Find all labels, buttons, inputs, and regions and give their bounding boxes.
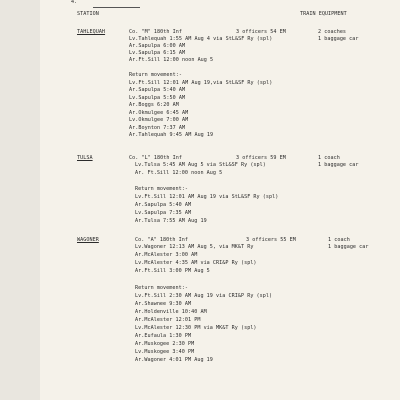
outbound-tulsa-1: Ar. Ft.Sill 12:00 noon Aug 5: [135, 170, 223, 176]
equipment-tulsa-1: 1 coach: [318, 155, 340, 161]
return-wagoner-3: Ar.McAlester 12:01 PM: [135, 317, 201, 323]
station-name-tulsa: TULSA: [77, 155, 93, 161]
header-rule: [93, 7, 140, 8]
return-wagoner-8: Ar.Wagoner 4:01 PM Aug 19: [135, 357, 213, 363]
return-wagoner-0: Lv.Ft.Sill 2:30 AM Aug 19 via CRI&P Ry (spl): [135, 293, 273, 299]
outbound-wagoner-2: Lv.McAlester 4:35 AM via CRI&P Ry (spl): [135, 260, 257, 266]
document-page: [40, 0, 400, 400]
outbound-tahlequah-2: Lv.Sapulpa 6:15 AM: [129, 50, 186, 56]
page-marker: 4.: [71, 0, 78, 5]
equipment-column-header: TRAIN EQUIPMENT: [300, 11, 347, 17]
return-tulsa-0: Lv.Ft.Sill 12:01 AM Aug 19 via StL&SF Ry (spl): [135, 194, 279, 200]
return-tahlequah-4: Ar.Okmulgee 6:45 AM: [129, 110, 189, 116]
return-wagoner-4: Lv.McAlester 12:30 PM via MK&T Ry (spl): [135, 325, 257, 331]
equipment-tahlequah-1: 2 coaches: [318, 29, 347, 35]
personnel-tulsa: 3 officers 59 EM: [236, 155, 286, 161]
return-tahlequah-2: Lv.Sapulpa 5:50 AM: [129, 95, 186, 101]
return-tulsa-3: Ar.Tulsa 7:55 AM Aug 19: [135, 218, 207, 224]
outbound-wagoner-1: Ar.McAlester 3:00 AM: [135, 252, 198, 258]
return-tahlequah-3: Ar.Boggs 6:20 AM: [129, 102, 179, 108]
personnel-wagoner: 3 officers 55 EM: [246, 237, 296, 243]
outbound-wagoner-0: Lv.Wagoner 12:13 AM Aug 5, via MK&T Ry: [135, 244, 254, 250]
unit-tahlequah: Co. "M" 180th Inf: [129, 29, 182, 35]
station-column-header: STATION: [77, 11, 99, 17]
return-tulsa-1: Ar.Sapulpa 5:40 AM: [135, 202, 192, 208]
equipment-tulsa-2: 1 baggage car: [318, 162, 359, 168]
return-wagoner-5: Ar.Eufaula 1:30 PM: [135, 333, 192, 339]
personnel-tahlequah: 3 officers 54 EM: [236, 29, 286, 35]
return-tahlequah-5: Lv.Okmulgee 7:00 AM: [129, 117, 189, 123]
return-wagoner-2: Ar.Holdenville 10:40 AM: [135, 309, 207, 315]
return-label-tulsa: Return movement:-: [135, 186, 188, 192]
outbound-tahlequah-3: Ar.Ft.Sill 12:00 noon Aug 5: [129, 57, 214, 63]
outbound-tulsa-0: Lv.Tulsa 5:45 AM Aug 5 via StL&SF Ry (spl): [135, 162, 266, 168]
return-label-wagoner: Return movement:-: [135, 285, 188, 291]
return-wagoner-7: Lv.Muskogee 3:40 PM: [135, 349, 195, 355]
unit-tulsa: Co. "L" 180th Inf: [129, 155, 182, 161]
equipment-tahlequah-2: 1 baggage car: [318, 36, 359, 42]
equipment-wagoner-2: 1 baggage car: [328, 244, 369, 250]
unit-wagoner: Co. "A" 180th Inf: [135, 237, 188, 243]
return-tahlequah-7: Ar.Tahlequah 9:45 AM Aug 19: [129, 132, 214, 138]
outbound-tahlequah-0: Lv.Tahlequah 1:55 AM Aug 4 via StL&SF Ry (spl): [129, 36, 273, 42]
return-wagoner-1: Ar.Shawnee 9:30 AM: [135, 301, 192, 307]
station-name-wagoner: WAGONER: [77, 237, 99, 243]
equipment-wagoner-1: 1 coach: [328, 237, 350, 243]
outbound-wagoner-3: Ar.Ft.Sill 3:00 PM Aug 5: [135, 268, 210, 274]
return-tahlequah-0: Lv.Ft.Sill 12:01 AM Aug 19,via StL&SF Ry (spl): [129, 80, 273, 86]
outbound-tahlequah-1: Ar.Sapulpa 6:00 AM: [129, 43, 186, 49]
return-tahlequah-6: Ar.Boynton 7:37 AM: [129, 125, 186, 131]
return-tulsa-2: Lv.Sapulpa 7:35 AM: [135, 210, 192, 216]
station-name-tahlequah: TAHLEQUAH: [77, 29, 106, 35]
return-tahlequah-1: Ar.Sapulpa 5:40 AM: [129, 87, 186, 93]
return-wagoner-6: Ar.Muskogee 2:30 PM: [135, 341, 195, 347]
return-label-tahlequah: Return movement:-: [129, 72, 182, 78]
